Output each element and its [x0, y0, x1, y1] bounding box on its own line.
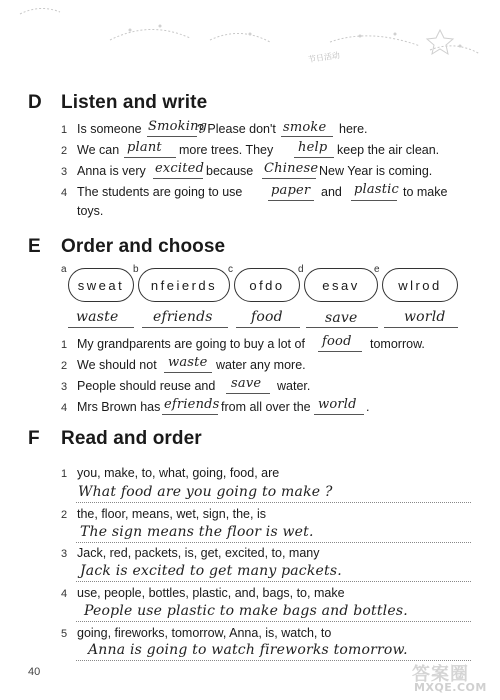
d-item-1-number: 1 [61, 124, 68, 136]
d-item-2-text-2: more trees. They [179, 143, 274, 157]
word-d-label: d [298, 264, 304, 275]
d-item-2-text-1: We can [77, 143, 120, 157]
d-item-4-blank-2 [351, 200, 397, 201]
d-item-4-blank-1 [268, 200, 314, 201]
e-item-1-text-2: tomorrow. [370, 337, 425, 351]
word-a-label: a [61, 264, 67, 275]
e-item-1-blank-1 [318, 351, 362, 352]
f-item-3-words: Jack, red, packets, is, get, excited, to, many [77, 546, 320, 560]
e-item-1-answer-1[interactable]: food [322, 334, 352, 349]
header-decoration [0, 0, 500, 80]
d-item-4-text-3: to make [403, 185, 448, 199]
d-item-2-text-3: keep the air clean. [337, 143, 440, 157]
f-item-1-answer[interactable]: What food are you going to make ? [78, 484, 333, 500]
answer-word-c[interactable]: food [251, 309, 283, 325]
section-e-heading [28, 236, 225, 258]
watermark-main: 答案圈 [412, 664, 469, 685]
d-item-4-text-2: and [321, 185, 342, 199]
section-d-title: Listen and write [61, 92, 208, 113]
answer-word-b[interactable]: efriends [153, 309, 213, 325]
d-item-2-number: 2 [61, 145, 68, 157]
e-item-3-text-2: water. [277, 379, 311, 393]
f-item-2-words: the, floor, means, wet, sign, the, is [77, 507, 266, 521]
section-d-heading [28, 92, 207, 114]
e-item-2-text-1: We should not [77, 358, 157, 372]
e-item-1-number: 1 [61, 339, 68, 351]
answer-line-c [236, 327, 300, 328]
d-item-3-answer-1[interactable]: excited [155, 161, 205, 176]
e-item-4-number: 4 [61, 402, 68, 414]
d-item-1-blank-2 [281, 136, 333, 137]
header-tag: 节日活动 [307, 50, 341, 65]
e-item-3-blank-1 [226, 393, 270, 394]
page-number: 40 [28, 666, 41, 678]
word-e-label: e [374, 264, 380, 275]
d-item-3-text-3: New Year is coming. [319, 164, 433, 178]
f-item-4-number: 4 [61, 588, 68, 600]
d-item-2-blank-1 [124, 157, 176, 158]
answer-word-e[interactable]: world [404, 309, 446, 325]
e-item-3-number: 3 [61, 381, 68, 393]
d-item-2-answer-1[interactable]: plant [127, 140, 162, 155]
answer-line-d [306, 327, 378, 328]
e-item-2-blank-1 [164, 372, 212, 373]
e-item-4-text-1: Mrs Brown has [77, 400, 161, 414]
section-f-letter: F [28, 428, 40, 449]
e-item-3-answer-1[interactable]: save [231, 376, 262, 391]
e-item-2-answer-1[interactable]: waste [168, 355, 208, 370]
answer-line-b [142, 327, 228, 328]
watermark-sub: MXQE.COM [414, 681, 487, 694]
d-item-4-answer-2[interactable]: plastic [354, 182, 399, 197]
f-item-5-answer[interactable]: Anna is going to watch fireworks tomorrow. [88, 642, 408, 658]
f-item-4-answer[interactable]: People use plastic to make bags and bottles. [84, 603, 408, 619]
scrambled-word-e: wlrod [382, 268, 458, 302]
f-item-3-answer-line [76, 581, 471, 582]
section-e-letter: E [28, 236, 41, 257]
scrambled-word-a: sweat [68, 268, 134, 302]
f-item-5-number: 5 [61, 628, 68, 640]
scrambled-word-b: nfeierds [138, 268, 230, 302]
answer-line-a [68, 327, 134, 328]
d-item-1-text-3: here. [339, 122, 368, 136]
d-item-1-text-1: Is someone [77, 122, 142, 136]
d-item-3-number: 3 [61, 166, 68, 178]
watermark-logo [412, 660, 496, 696]
f-item-4-answer-line [76, 621, 471, 622]
scrambled-word-d: esav [304, 268, 378, 302]
f-item-2-answer-line [76, 542, 471, 543]
d-item-3-text-2: because [206, 164, 254, 178]
d-item-4-text-4: toys. [77, 204, 104, 218]
d-item-1-answer-1[interactable]: Smoking [148, 119, 208, 134]
d-item-4-number: 4 [61, 187, 68, 199]
e-item-4-answer-2[interactable]: world [318, 397, 357, 412]
e-item-4-blank-2 [314, 414, 364, 415]
d-item-2-answer-2[interactable]: help [298, 140, 328, 155]
e-item-2-text-2: water any more. [216, 358, 306, 372]
answer-line-e [384, 327, 458, 328]
d-item-3-blank-1 [153, 178, 203, 179]
f-item-5-words: going, fireworks, tomorrow, Anna, is, watch, to [77, 626, 332, 640]
f-item-2-answer[interactable]: The sign means the floor is wet. [80, 524, 314, 540]
section-f-title: Read and order [61, 428, 202, 449]
d-item-3-blank-2 [262, 178, 316, 179]
scrambled-word-c: ofdo [234, 268, 300, 302]
f-item-2-number: 2 [61, 509, 68, 521]
section-e-title: Order and choose [61, 236, 226, 257]
d-item-3-answer-2[interactable]: Chinese [264, 161, 319, 176]
e-item-3-text-1: People should reuse and [77, 379, 216, 393]
f-item-3-number: 3 [61, 548, 68, 560]
d-item-1-text-2: ? Please don't [197, 122, 276, 136]
word-b-label: b [133, 264, 139, 275]
f-item-1-words: you, make, to, what, going, food, are [77, 466, 280, 480]
e-item-4-answer-1[interactable]: efriends [164, 397, 220, 412]
e-item-1-text-1: My grandparents are going to buy a lot of [77, 337, 305, 351]
d-item-1-blank-1 [147, 136, 197, 137]
d-item-4-text-1: The students are going to use [77, 185, 243, 199]
e-item-4-text-3: . [366, 400, 370, 414]
e-item-2-number: 2 [61, 360, 68, 372]
f-item-3-answer[interactable]: Jack is excited to get many packets. [80, 563, 342, 579]
section-d-letter: D [28, 92, 42, 113]
word-c-label: c [228, 264, 233, 275]
d-item-1-answer-2[interactable]: smoke [283, 120, 327, 135]
d-item-3-text-1: Anna is very [77, 164, 146, 178]
f-item-1-number: 1 [61, 468, 68, 480]
answer-word-d[interactable]: save [325, 310, 358, 326]
section-f-heading [28, 428, 202, 450]
e-item-4-text-2: from all over the [221, 400, 311, 414]
f-item-1-answer-line [76, 502, 471, 503]
answer-word-a[interactable]: waste [76, 309, 119, 325]
f-item-4-words: use, people, bottles, plastic, and, bags, to, make [77, 586, 345, 600]
d-item-4-answer-1[interactable]: paper [271, 183, 311, 198]
d-item-2-blank-2 [294, 157, 334, 158]
e-item-4-blank-1 [162, 414, 218, 415]
